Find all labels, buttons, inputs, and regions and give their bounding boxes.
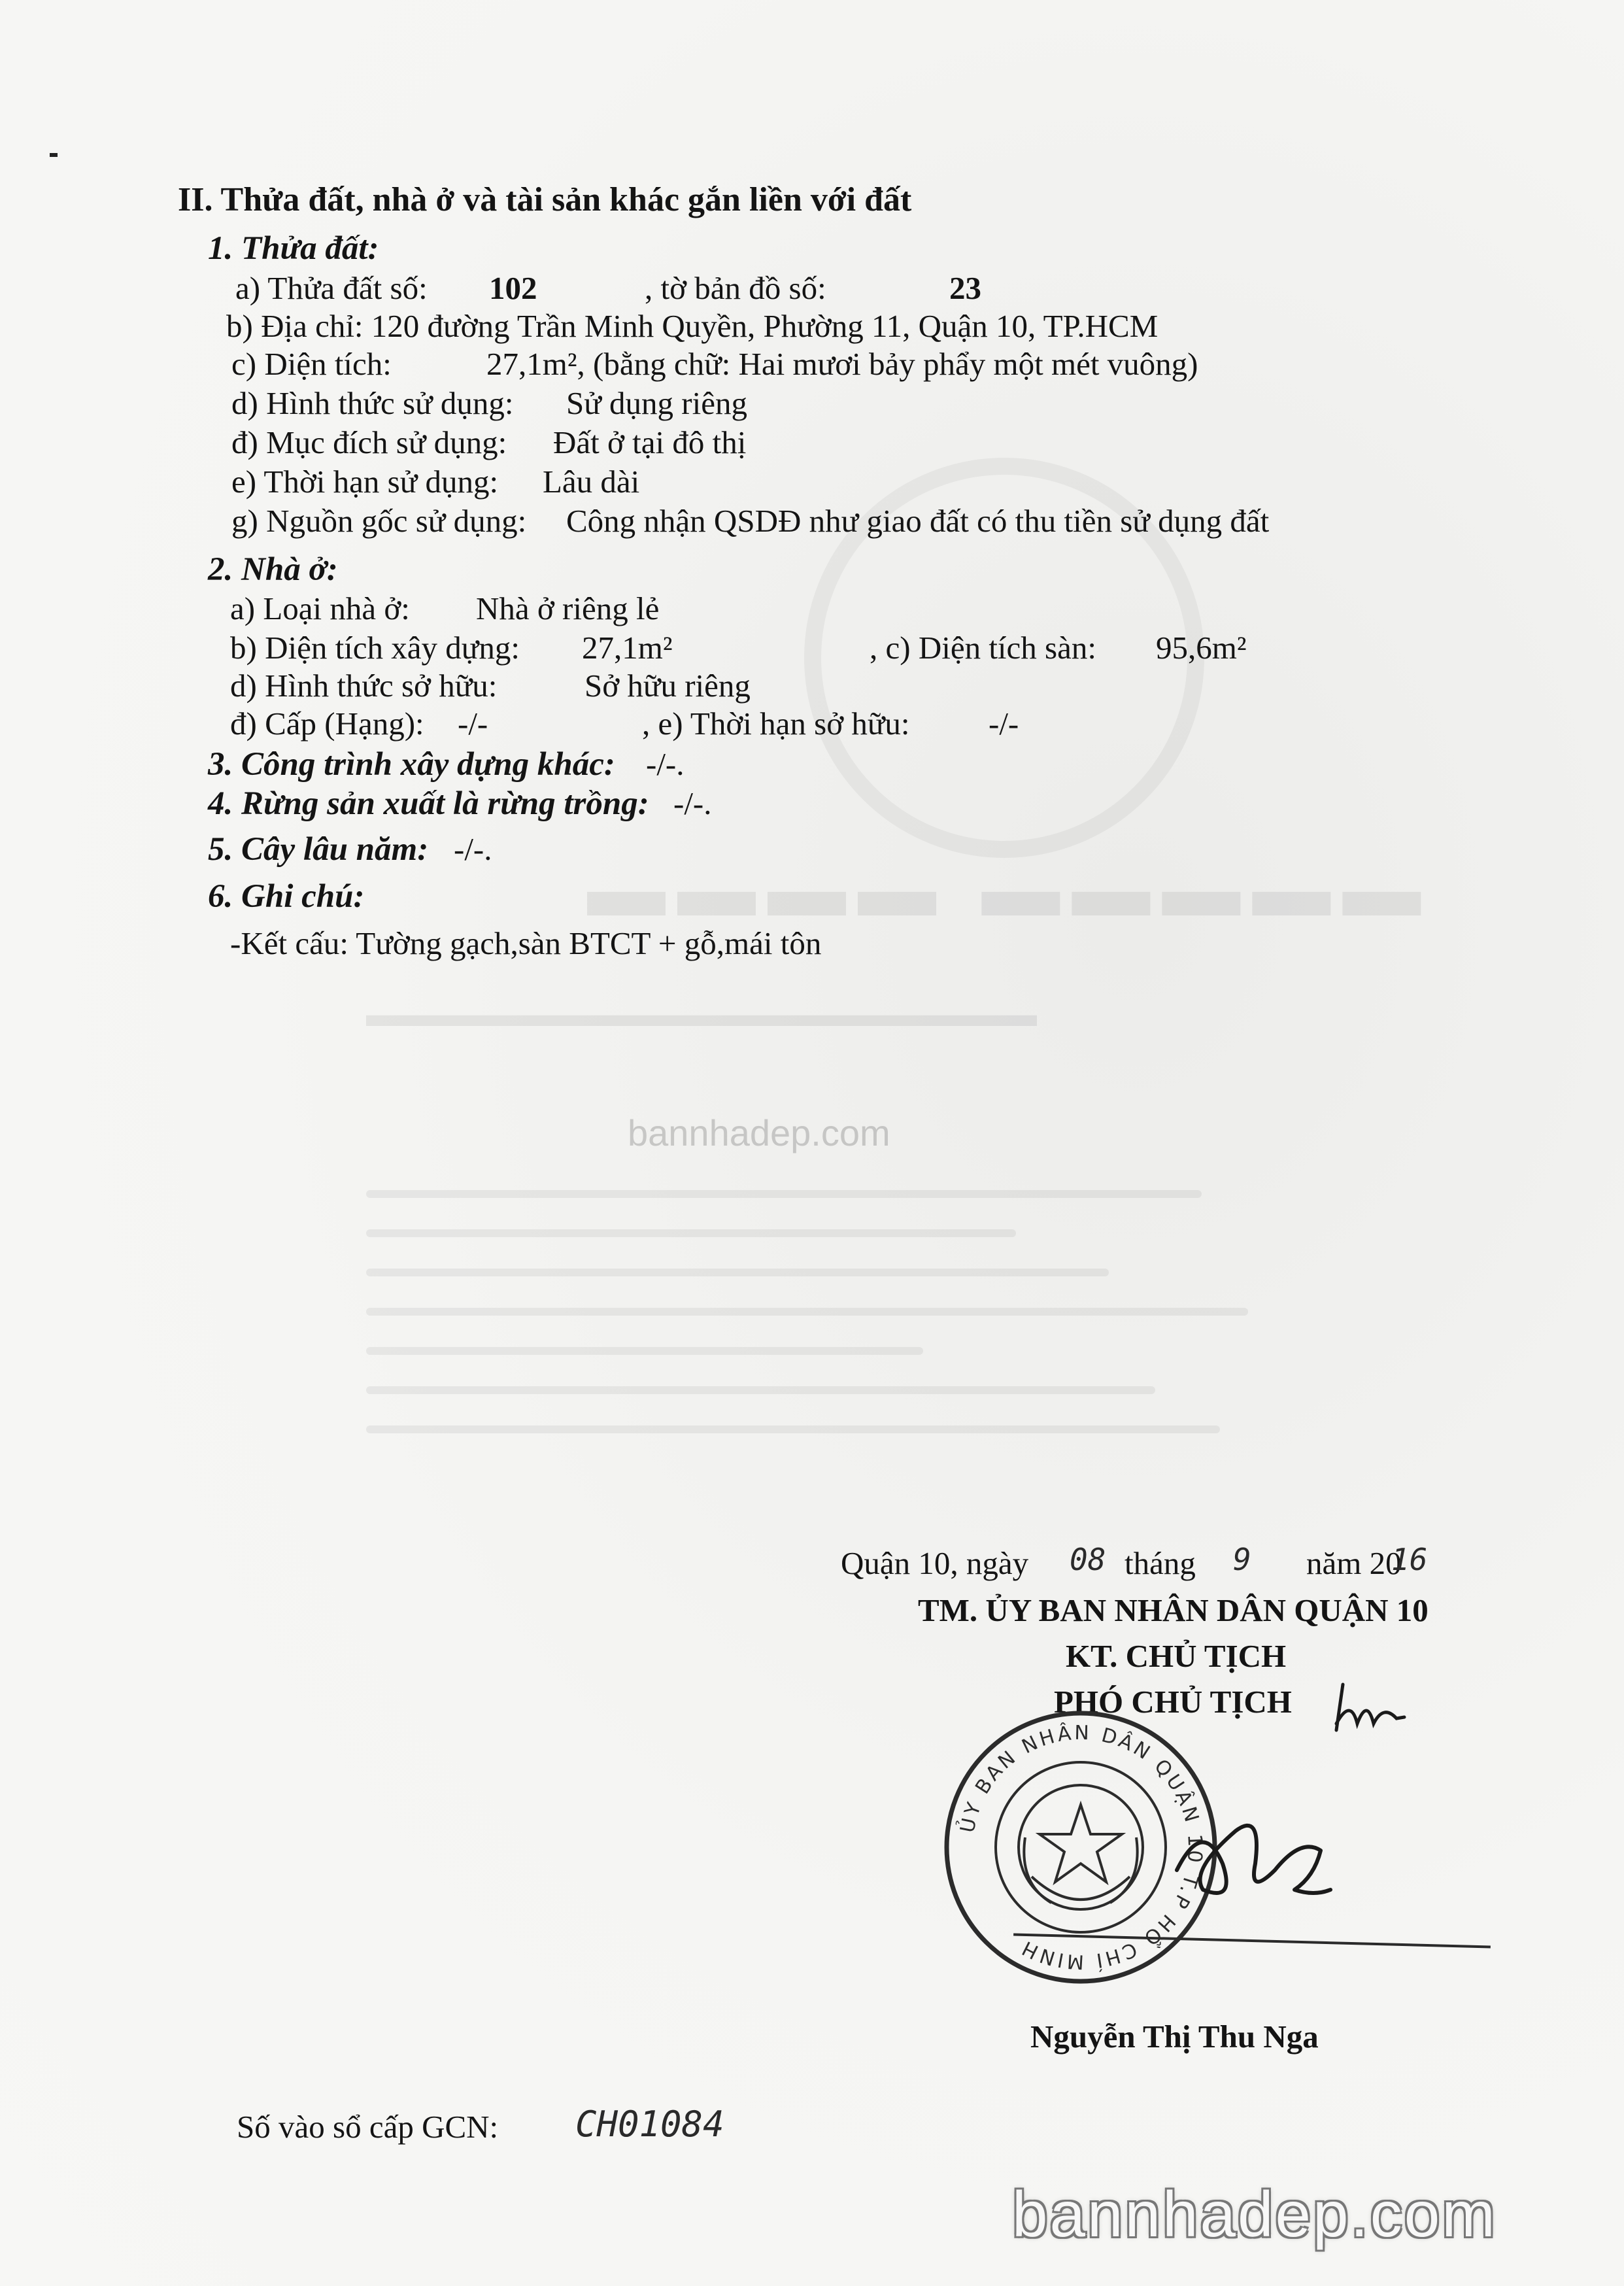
usage-form-label: d) Hình thức sử dụng:	[231, 385, 514, 421]
signing-org: TM. ỦY BAN NHÂN DÂN QUẬN 10	[918, 1592, 1429, 1628]
date-month: 9	[1233, 1542, 1251, 1577]
purpose-value: Đất ở tại đô thị	[553, 424, 747, 460]
ghost-subtitle: ▬▬▬▬▬▬▬▬▬▬▬▬▬▬▬▬▬▬▬	[366, 995, 1037, 1034]
signing-role-2: PHÓ CHỦ TỊCH	[1054, 1684, 1292, 1720]
initials-mark	[1331, 1678, 1410, 1737]
origin-value: Công nhận QSDĐ như giao đất có thu tiền sử dụng đất	[566, 503, 1270, 539]
map-sheet-label: , tờ bản đồ số:	[645, 270, 826, 306]
watermark-small: bannhadep.com	[628, 1112, 890, 1153]
term-label: e) Thời hạn sử dụng:	[231, 464, 499, 500]
own-term-label: , e) Thời hạn sở hữu:	[642, 706, 910, 742]
handwritten-signature	[1164, 1792, 1334, 1936]
ownership-value: Sở hữu riêng	[584, 668, 751, 704]
area-label: c) Diện tích:	[231, 346, 392, 382]
grade-label: đ) Cấp (Hạng):	[230, 706, 424, 742]
grade-value: -/-	[458, 706, 488, 742]
own-term-value: -/-	[989, 706, 1019, 742]
watermark-big: bannhadep.com	[1012, 2178, 1497, 2250]
ghost-text-lines	[366, 1190, 1294, 1465]
date-year-suffix: 16	[1391, 1542, 1428, 1577]
area-value: 27,1m², (bằng chữ: Hai mươi bảy phẩy một mét vuông)	[486, 346, 1198, 382]
register-label: Số vào sổ cấp GCN:	[237, 2109, 499, 2145]
address-line: b) Địa chỉ: 120 đường Trần Minh Quyền, Phường 11, Quận 10, TP.HCM	[226, 308, 1159, 344]
signing-role-1: KT. CHỦ TỊCH	[1066, 1638, 1287, 1674]
house-heading: 2. Nhà ở:	[208, 551, 338, 588]
house-type-value: Nhà ở riêng lẻ	[476, 590, 660, 626]
parcel-number: 102	[489, 270, 537, 306]
register-number: CH01084	[575, 2104, 724, 2145]
date-month-label: tháng	[1125, 1545, 1196, 1581]
margin-mark	[50, 153, 58, 157]
origin-label: g) Nguồn gốc sử dụng:	[231, 503, 527, 539]
house-type-label: a) Loại nhà ở:	[230, 590, 410, 626]
build-area-value: 27,1m²	[582, 630, 673, 666]
section-title: II. Thửa đất, nhà ở và tài sản khác gắn liền với đất	[178, 181, 912, 218]
date-year-label: năm 20	[1306, 1545, 1402, 1581]
notes-heading: 6. Ghi chú:	[208, 878, 365, 915]
map-sheet-number: 23	[949, 270, 981, 306]
date-prefix: Quận 10, ngày	[841, 1545, 1029, 1581]
other-construction-value: -/-.	[646, 746, 685, 782]
usage-form-value: Sử dụng riêng	[566, 385, 747, 421]
ownership-label: d) Hình thức sở hữu:	[230, 668, 498, 704]
perennial-heading: 5. Cây lâu năm:	[208, 831, 429, 868]
purpose-label: đ) Mục đích sử dụng:	[231, 424, 507, 460]
term-value: Lâu dài	[543, 464, 640, 500]
floor-area-label: , c) Diện tích sàn:	[870, 630, 1096, 666]
svg-text:ỦY BAN NHÂN DÂN QUẬN 10 T.P HỒ: ỦY BAN NHÂN DÂN QUẬN 10 T.P HỒ CHÍ MINH	[956, 1721, 1207, 1973]
forest-heading: 4. Rừng sản xuất là rừng trồng:	[208, 785, 649, 822]
notes-text: -Kết cấu: Tường gạch,sàn BTCT + gỗ,mái tôn	[230, 925, 822, 961]
signer-name: Nguyễn Thị Thu Nga	[1030, 2019, 1319, 2055]
land-heading: 1. Thửa đất:	[208, 230, 379, 267]
parcel-label: a) Thửa đất số:	[235, 270, 428, 306]
other-construction-heading: 3. Công trình xây dựng khác:	[208, 746, 615, 783]
date-day: 08	[1070, 1542, 1106, 1577]
floor-area-value: 95,6m²	[1156, 630, 1247, 666]
perennial-value: -/-.	[454, 831, 492, 867]
build-area-label: b) Diện tích xây dựng:	[230, 630, 520, 666]
forest-value: -/-.	[673, 785, 712, 821]
ghost-title: ▬▬▬▬▬ ▬▬▬▬	[575, 845, 1421, 932]
